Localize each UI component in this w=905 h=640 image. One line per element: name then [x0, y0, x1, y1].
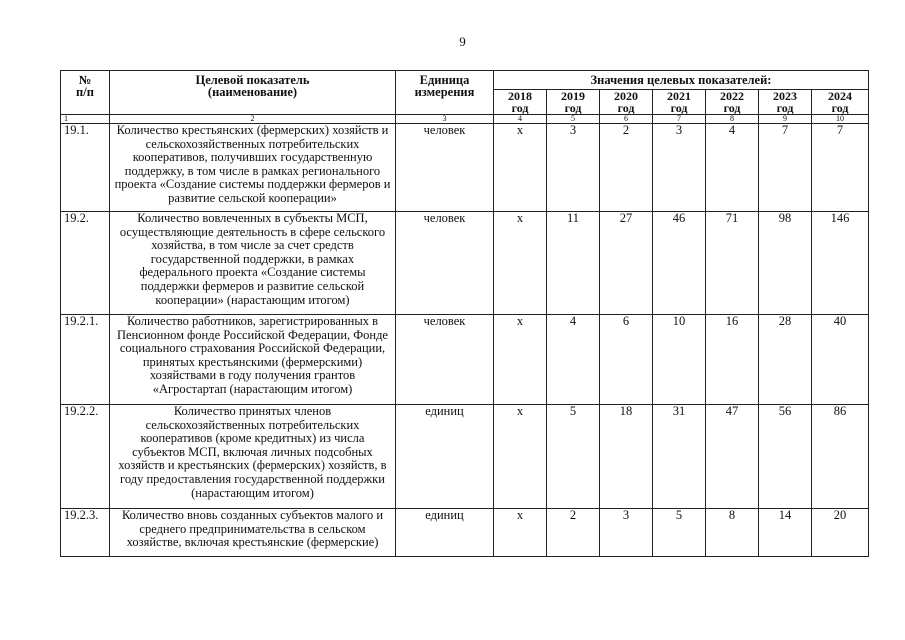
header-year: 2023 год	[759, 90, 812, 115]
table-row	[61, 124, 869, 212]
value-cell: 2	[547, 509, 600, 557]
column-index: 10	[812, 115, 869, 124]
header-num: № п/п	[61, 71, 110, 115]
unit-cell: человек	[396, 212, 494, 315]
value-cell: 4	[706, 124, 759, 212]
value-cell: 3	[600, 509, 653, 557]
row-number: 19.1.	[61, 124, 110, 212]
value-cell: 20	[812, 509, 869, 557]
header-year: 2019 год	[547, 90, 600, 115]
value-cell: 28	[759, 315, 812, 405]
table-row	[61, 509, 869, 557]
column-index: 2	[110, 115, 396, 124]
row-number: 19.2.2.	[61, 405, 110, 509]
value-cell: 6	[600, 315, 653, 405]
value-cell: 5	[547, 405, 600, 509]
header-year: 2020 год	[600, 90, 653, 115]
value-cell: 18	[600, 405, 653, 509]
value-cell: 7	[759, 124, 812, 212]
value-cell: 46	[653, 212, 706, 315]
table-row	[61, 315, 869, 405]
value-cell: х	[494, 124, 547, 212]
column-index: 9	[759, 115, 812, 124]
value-cell: 31	[653, 405, 706, 509]
unit-cell: единиц	[396, 509, 494, 557]
column-index: 3	[396, 115, 494, 124]
indicator-name: Количество крестьянских (фермерских) хозяйств и сельскохозяйственных потребительских кооперативов, получивших государственную поддержку, в том числе в рамках регионального проекта «Создание системы поддержки фермеров и развитие сельской кооперации»	[110, 124, 396, 212]
row-number: 19.2.3.	[61, 509, 110, 557]
value-cell: 3	[653, 124, 706, 212]
page-number: 9	[459, 34, 466, 49]
indicator-name: Количество принятых членов сельскохозяйственных потребительских кооперативов (кроме кредитных) из числа субъектов МСП, включая личных подсобных хозяйств и крестьянских (фермерских) хозяйств, в году предоставления государственной поддержки (нарастающим итогом)	[110, 405, 396, 509]
column-index: 1	[61, 115, 110, 124]
value-cell: 56	[759, 405, 812, 509]
indicator-name: Количество работников, зарегистрированных в Пенсионном фонде Российской Федерации, Фонде социального страхования Российской Федерации, принятых крестьянскими (фермерскими) хозяйствами в году получения грантов «Агростартап (нарастающим итогом)	[110, 315, 396, 405]
value-cell: х	[494, 405, 547, 509]
unit-cell: человек	[396, 315, 494, 405]
value-cell: 27	[600, 212, 653, 315]
column-index: 4	[494, 115, 547, 124]
value-cell: х	[494, 212, 547, 315]
row-number: 19.2.	[61, 212, 110, 315]
value-cell: х	[494, 509, 547, 557]
value-cell: х	[494, 315, 547, 405]
value-cell: 4	[547, 315, 600, 405]
column-index: 6	[600, 115, 653, 124]
table-row	[61, 212, 869, 315]
header-year: 2022 год	[706, 90, 759, 115]
unit-cell: единиц	[396, 405, 494, 509]
table-row	[61, 405, 869, 509]
header-unit: Единица измерения	[396, 71, 494, 115]
value-cell: 10	[653, 315, 706, 405]
header-year: 2021 год	[653, 90, 706, 115]
value-cell: 47	[706, 405, 759, 509]
column-index: 7	[653, 115, 706, 124]
value-cell: 71	[706, 212, 759, 315]
value-cell: 146	[812, 212, 869, 315]
unit-cell: человек	[396, 124, 494, 212]
value-cell: 86	[812, 405, 869, 509]
header-values-group: Значения целевых показателей:	[494, 71, 869, 90]
header-year: 2024 год	[812, 90, 869, 115]
indicator-name: Количество вновь созданных субъектов малого и среднего предпринимательства в сельском хозяйстве, включая крестьянские (фермерские)	[110, 509, 396, 557]
value-cell: 2	[600, 124, 653, 212]
value-cell: 14	[759, 509, 812, 557]
value-cell: 40	[812, 315, 869, 405]
value-cell: 5	[653, 509, 706, 557]
header-year: 2018 год	[494, 90, 547, 115]
value-cell: 3	[547, 124, 600, 212]
value-cell: 98	[759, 212, 812, 315]
target-indicators-table	[60, 70, 869, 557]
row-number: 19.2.1.	[61, 315, 110, 405]
value-cell: 7	[812, 124, 869, 212]
indicator-name: Количество вовлеченных в субъекты МСП, осуществляющие деятельность в сфере сельского хозяйства, в том числе за счет средств государственной поддержки, в рамках федерального проекта «Создание системы поддержки фермеров и развитие сельской кооперации» (нарастающим итогом)	[110, 212, 396, 315]
value-cell: 11	[547, 212, 600, 315]
value-cell: 16	[706, 315, 759, 405]
value-cell: 8	[706, 509, 759, 557]
column-index: 8	[706, 115, 759, 124]
column-index: 5	[547, 115, 600, 124]
header-indicator: Целевой показатель (наименование)	[110, 71, 396, 115]
